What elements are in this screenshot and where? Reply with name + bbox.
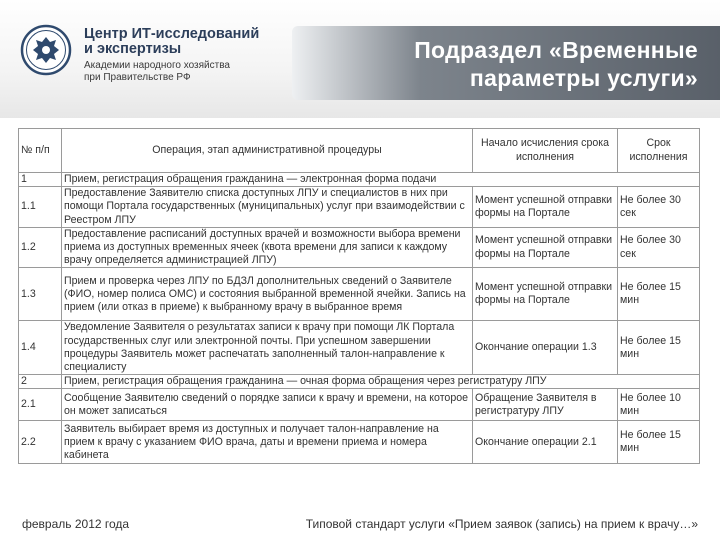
row-start: Момент успешной отправки формы на Портале [473,227,618,268]
row-start: Обращение Заявителя в регистратуру ЛПУ [473,389,618,421]
organization-logo-text [84,27,294,84]
row-number: 2 [19,375,62,389]
row-term: Не более 15 мин [618,421,700,464]
org-title-line1: Центр ИТ-исследований [84,26,260,42]
row-start: Окончание операции 2.1 [473,421,618,464]
row-start: Момент успешной отправки формы на Портале [473,268,618,321]
table-row [19,187,700,228]
row-operation: Прием, регистрация обращения гражданина — электронная форма подачи [62,173,700,187]
slide-title [318,36,698,92]
table-body [19,173,700,464]
row-number: 1.2 [19,227,62,268]
row-operation: Сообщение Заявителю сведений о порядке записи к врачу и времени, на которое он может записаться [62,389,473,421]
row-operation: Прием и проверка через ЛПУ по БДЗЛ дополнительных сведений о Заявителе (ФИО, номер полиса ОМС) и состояния выбранной временной ячейки. Запись на прием (или отказ в приеме) к выбранному врачу в выбранное время [62,268,473,321]
row-operation: Прием, регистрация обращения гражданина — очная форма обращения через регистратуру ЛПУ [62,375,700,389]
header-number: № п/п [19,129,62,173]
header-start: Начало исчисления срока исполнения [473,129,618,173]
row-operation: Предоставление расписаний доступных врачей и возможности выбора времени приема из доступных временных ячеек (квота времени для записи к каждому врачу определяется администрацией ЛПУ) [62,227,473,268]
org-title-line2: и экспертизы [84,41,182,57]
table-row [19,375,700,389]
slide-title-line1: Подраздел «Временные [414,37,698,63]
header-operation: Операция, этап административной процедуры [62,129,473,173]
row-term: Не более 30 сек [618,227,700,268]
row-operation: Предоставление Заявителю списка доступных ЛПУ и специалистов в них при помощи Портала государственных (муниципальных) услуг при взаимодействии с Реестром ЛПУ [62,187,473,228]
row-term: Не более 10 мин [618,389,700,421]
slide-header [0,0,720,118]
row-number: 2.2 [19,421,62,464]
slide-title-line2: параметры услуги» [469,65,698,91]
time-parameters-table [18,128,700,464]
table-row [19,227,700,268]
row-number: 2.1 [19,389,62,421]
table-row [19,268,700,321]
row-term: Не более 30 сек [618,187,700,228]
row-number: 1 [19,173,62,187]
row-term: Не более 15 мин [618,268,700,321]
header-term: Срок исполнения [618,129,700,173]
table-row [19,321,700,375]
org-sub-line2: при Правительстве РФ [84,72,191,83]
row-number: 1.4 [19,321,62,375]
time-parameters-table-wrap [18,128,699,464]
emblem-icon [20,24,72,76]
table-row [19,421,700,464]
table-header-row [19,129,700,173]
org-sub-line1: Академии народного хозяйства [84,60,230,71]
footer-caption: Типовой стандарт услуги «Прием заявок (запись) на прием к врачу…» [305,517,698,531]
footer-date: февраль 2012 года [22,517,130,531]
table-row [19,173,700,187]
row-number: 1.1 [19,187,62,228]
row-operation: Уведомление Заявителя о результатах записи к врачу при помощи ЛК Портала государственных слуг или электронной почты. При успешном завершении процедуры Заявитель может распечатать заполненный талон-направление к специалисту [62,321,473,375]
row-operation: Заявитель выбирает время из доступных и получает талон-направление на прием к врачу с указанием ФИО врача, даты и времени приема и номера кабинета [62,421,473,464]
row-term: Не более 15 мин [618,321,700,375]
row-start: Окончание операции 1.3 [473,321,618,375]
row-number: 1.3 [19,268,62,321]
table-row [19,389,700,421]
row-start: Момент успешной отправки формы на Портале [473,187,618,228]
